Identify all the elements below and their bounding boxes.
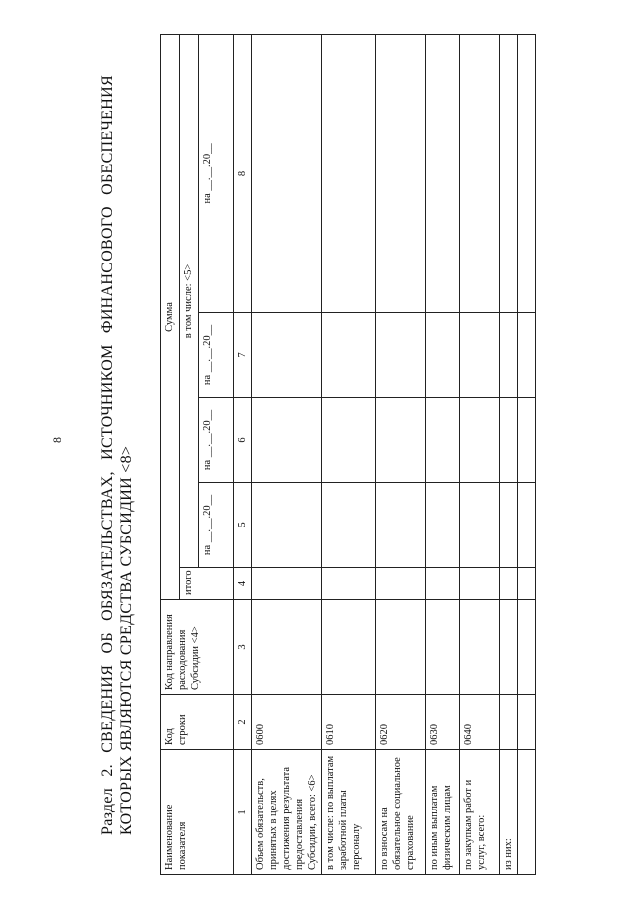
header-indicator: Наименование показателя bbox=[161, 750, 234, 875]
heading-word: Раздел bbox=[99, 787, 116, 835]
header-including: в том числе: <5> bbox=[180, 34, 199, 567]
table-row bbox=[252, 34, 322, 874]
header-year-8: на __.__.20__ bbox=[199, 34, 234, 312]
heading-word: ОБЯЗАТЕЛЬСТВАХ, bbox=[99, 471, 116, 621]
heading-word: СВЕДЕНИЯ bbox=[99, 664, 116, 753]
cell bbox=[252, 483, 322, 568]
column-number-row bbox=[234, 34, 252, 874]
cell bbox=[322, 34, 376, 312]
cell bbox=[460, 313, 500, 398]
row-name: по взносам на обязательное социальное страхование bbox=[376, 750, 426, 875]
cell bbox=[376, 483, 426, 568]
row-name: по закупкам работ и услуг, всего: bbox=[460, 750, 500, 875]
table-row bbox=[426, 34, 460, 874]
cell bbox=[376, 600, 426, 695]
obligations-table bbox=[160, 34, 536, 875]
cell bbox=[252, 398, 322, 483]
heading-word: ФИНАНСОВОГО bbox=[99, 206, 116, 334]
header-year-7: на __.__.20__ bbox=[199, 313, 234, 398]
row-name: из них: bbox=[500, 750, 518, 875]
column-number: 4 bbox=[234, 568, 252, 600]
heading-line-2: КОТОРЫХ ЯВЛЯЮТСЯ СРЕДСТВА СУБСИДИИ <8> bbox=[118, 445, 135, 835]
header-total: итого bbox=[180, 568, 234, 600]
cell bbox=[460, 34, 500, 312]
column-number: 2 bbox=[234, 695, 252, 750]
cell bbox=[500, 34, 518, 312]
cell bbox=[426, 600, 460, 695]
table-row bbox=[500, 34, 518, 874]
cell bbox=[252, 600, 322, 695]
column-number: 8 bbox=[234, 34, 252, 312]
row-code: 0640 bbox=[460, 695, 500, 750]
cell bbox=[426, 313, 460, 398]
column-number: 1 bbox=[234, 750, 252, 875]
row-code bbox=[500, 695, 518, 750]
cell bbox=[518, 34, 536, 312]
heading-word: ИСТОЧНИКОМ bbox=[99, 344, 116, 460]
header-year-6: на __.__.20__ bbox=[199, 398, 234, 483]
header-sum: Сумма bbox=[161, 34, 180, 599]
cell bbox=[322, 398, 376, 483]
cell bbox=[500, 568, 518, 600]
cell bbox=[500, 483, 518, 568]
cell bbox=[376, 568, 426, 600]
cell bbox=[460, 483, 500, 568]
column-number: 6 bbox=[234, 398, 252, 483]
cell bbox=[322, 483, 376, 568]
header-row-code: Код строки bbox=[161, 695, 234, 750]
cell bbox=[252, 34, 322, 312]
cell bbox=[500, 398, 518, 483]
heading-word: ОБ bbox=[99, 632, 116, 654]
table-row bbox=[460, 34, 500, 874]
cell bbox=[322, 313, 376, 398]
cell bbox=[322, 600, 376, 695]
table-row bbox=[322, 34, 376, 874]
cell bbox=[322, 568, 376, 600]
cell bbox=[426, 34, 460, 312]
cell bbox=[460, 398, 500, 483]
cell bbox=[460, 568, 500, 600]
cell bbox=[252, 313, 322, 398]
cell bbox=[500, 600, 518, 695]
header-row-1 bbox=[161, 34, 180, 874]
header-direction-code: Код направления расходования Субсидии <4> bbox=[161, 600, 234, 695]
cell bbox=[518, 568, 536, 600]
page-number: 8 bbox=[50, 437, 64, 443]
cell bbox=[518, 398, 536, 483]
table-row bbox=[376, 34, 426, 874]
cell bbox=[518, 313, 536, 398]
row-name: в том числе: по выплатам заработной платы персоналу bbox=[322, 750, 376, 875]
heading-line-1 bbox=[98, 75, 117, 835]
cell bbox=[460, 600, 500, 695]
cell bbox=[252, 568, 322, 600]
row-code: 0600 bbox=[252, 695, 322, 750]
section-heading bbox=[98, 75, 136, 835]
row-code: 0630 bbox=[426, 695, 460, 750]
cell bbox=[426, 398, 460, 483]
row-code bbox=[518, 695, 536, 750]
row-code: 0620 bbox=[376, 695, 426, 750]
cell bbox=[376, 398, 426, 483]
row-name: по иным выплатам физическим лицам bbox=[426, 750, 460, 875]
cell bbox=[426, 483, 460, 568]
cell bbox=[376, 34, 426, 312]
cell bbox=[500, 313, 518, 398]
heading-word: 2. bbox=[99, 764, 116, 777]
cell bbox=[518, 600, 536, 695]
column-number: 7 bbox=[234, 313, 252, 398]
cell bbox=[426, 568, 460, 600]
cell bbox=[376, 313, 426, 398]
row-name bbox=[518, 750, 536, 875]
column-number: 5 bbox=[234, 483, 252, 568]
heading-word: ОБЕСПЕЧЕНИЯ bbox=[99, 75, 116, 195]
header-year-5: на __.__.20__ bbox=[199, 483, 234, 568]
cell bbox=[518, 483, 536, 568]
row-code: 0610 bbox=[322, 695, 376, 750]
column-number: 3 bbox=[234, 600, 252, 695]
table-row bbox=[518, 34, 536, 874]
row-name: Объем обязательств, принятых в целях достижения результата предоставления Субсидии, всего: <6> bbox=[252, 750, 322, 875]
